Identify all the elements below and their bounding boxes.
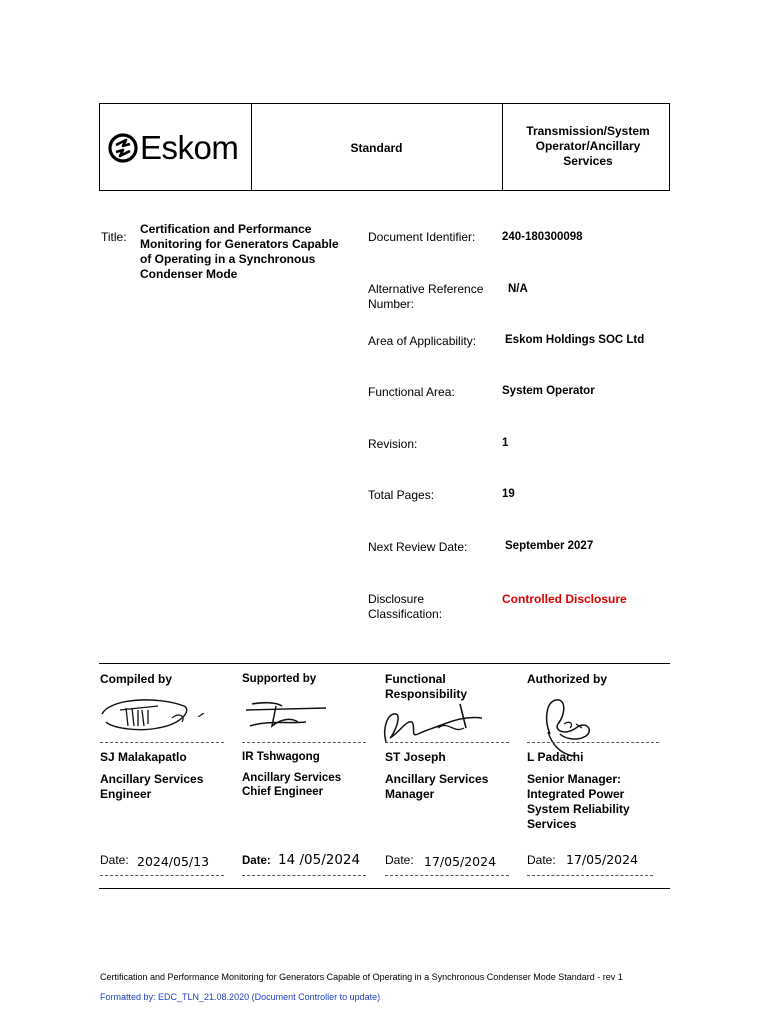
- name-malakapatlo: SJ Malakapatlo: [100, 750, 187, 764]
- date-line: [100, 875, 224, 876]
- title-line: Condenser Mode: [140, 267, 238, 281]
- total-pages-value: 19: [502, 488, 515, 500]
- division: Transmission/System Operator/Ancillary Services: [526, 124, 650, 168]
- alt-ref-label-2: Number:: [368, 297, 415, 311]
- title-label: Title:: [101, 230, 127, 244]
- title-line: of Operating in a Synchronous: [140, 252, 316, 266]
- name-padachi: L Padachi: [527, 750, 584, 764]
- total-pages-label: Total Pages:: [368, 488, 435, 502]
- title-line: Monitoring for Generators Capable: [140, 237, 339, 251]
- doc-type-cell: [251, 104, 503, 190]
- title-line: Integrated Power: [527, 787, 625, 801]
- title-line: Senior Manager:: [527, 772, 622, 786]
- date-label: Date:: [242, 855, 271, 867]
- revision-label: Revision:: [368, 437, 418, 451]
- disclosure-label-2: Classification:: [368, 607, 443, 621]
- title-joseph: [385, 772, 488, 802]
- date-padachi: 17/05/2024: [566, 852, 639, 867]
- authorized-by-heading: Authorized by: [527, 672, 607, 686]
- heading-line: Responsibility: [385, 687, 468, 701]
- signoff-top-rule: [99, 663, 670, 664]
- division-cell: [503, 104, 669, 190]
- date-line: [242, 875, 366, 876]
- applicability-label: Area of Applicability:: [368, 334, 477, 348]
- signoff-bottom-rule: [99, 888, 670, 889]
- disclosure-value: Controlled Disclosure: [502, 592, 627, 606]
- title-tshwagong: [242, 771, 341, 799]
- heading-line: Functional: [385, 672, 446, 686]
- title-line: Ancillary Services: [242, 772, 342, 784]
- signature-malakapatlo: [98, 692, 208, 738]
- title-line: Manager: [385, 787, 435, 801]
- name-joseph: ST Joseph: [385, 750, 446, 764]
- title-padachi: [527, 772, 630, 832]
- compiled-by-heading: Compiled by: [100, 672, 173, 686]
- next-review-label: Next Review Date:: [368, 540, 468, 554]
- footer-formatted-by: Formatted by: EDC_TLN_21.08.2020 (Document Controller to update): [100, 992, 381, 1002]
- applicability-value: Eskom Holdings SOC Ltd: [505, 334, 645, 346]
- date-label: Date:: [385, 853, 414, 867]
- date-label: Date:: [527, 853, 556, 867]
- alt-ref-value: N/A: [508, 283, 528, 295]
- functional-area-label: Functional Area:: [368, 385, 455, 399]
- title-line: Services: [527, 817, 577, 831]
- revision-value: 1: [502, 437, 509, 449]
- date-label: Date:: [100, 853, 129, 867]
- disclosure-label: Disclosure: [368, 592, 425, 606]
- title-line: Ancillary Services: [385, 772, 489, 786]
- signature-tshwagong: [242, 698, 332, 734]
- signature-line: [527, 742, 659, 743]
- functional-area-value: System Operator: [502, 385, 595, 397]
- footer-document-title: Certification and Performance Monitoring for Generators Capable of Operating in a Synchronous Condenser Mode Standard - rev 1: [100, 972, 623, 982]
- title-line: Certification and Performance: [140, 222, 312, 236]
- next-review-value: September 2027: [505, 540, 594, 552]
- title-line: Chief Engineer: [242, 786, 324, 798]
- name-tshwagong: IR Tshwagong: [242, 751, 320, 763]
- title-malakapatlo: [100, 772, 203, 802]
- eskom-logo-icon: [108, 132, 138, 164]
- title-line: Engineer: [100, 787, 152, 801]
- signature-line: [385, 742, 509, 743]
- date-line: [385, 875, 509, 876]
- supported-by-heading: Supported by: [242, 673, 317, 685]
- date-line: [527, 875, 653, 876]
- alt-ref-label: Alternative Reference: [368, 282, 484, 296]
- header-table: [99, 103, 670, 191]
- title-line: System Reliability: [527, 802, 630, 816]
- document-title: [140, 222, 365, 282]
- signature-line: [242, 742, 366, 743]
- doc-id-label: Document Identifier:: [368, 230, 476, 244]
- signature-joseph: [378, 698, 488, 752]
- date-tshwagong: 14 /05/2024: [278, 852, 361, 868]
- date-joseph: 17/05/2024: [424, 854, 497, 869]
- date-malakapatlo: 2024/05/13: [137, 854, 210, 869]
- doc-type: Standard: [350, 141, 403, 155]
- title-line: Ancillary Services: [100, 772, 204, 786]
- signature-line: [100, 742, 224, 743]
- logo-wordmark: Eskom: [140, 129, 239, 166]
- doc-id-value: 240-180300098: [502, 231, 583, 243]
- logo-cell: [100, 104, 252, 190]
